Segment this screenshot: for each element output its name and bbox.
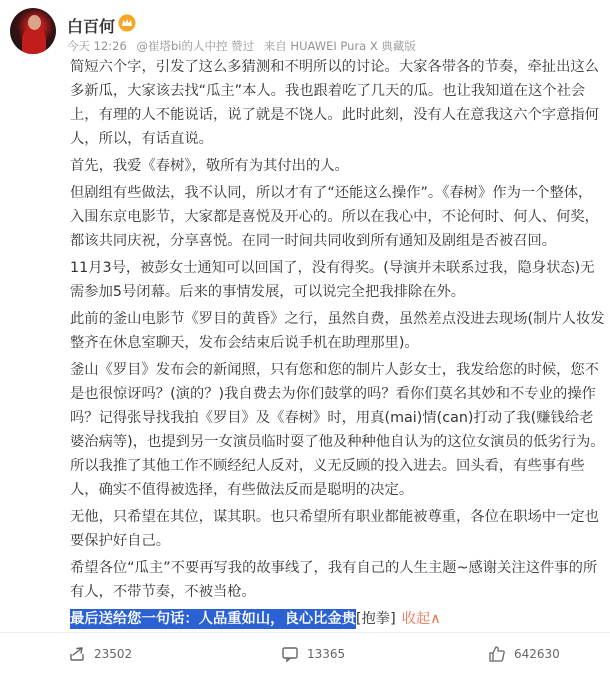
paragraph: 简短六个字，引发了这么多猜测和不明所以的讨论。大家各带各的节奏，牵扯出这么多新瓜，大家该去找“瓜主”本人。我也跟着吃了几天的瓜。也让我知道在这个社会上，有理的人不能说话，说了就是不饶人。此时此刻，没有人在意我这六个字意指何人，所以，有话直说。 [70,59,599,147]
highlighted-quote: 最后送给您一句话：人品重如山，良心比金贵 [70,611,356,627]
emoji-text: [抱拳] [355,611,396,627]
post-header [0,0,610,60]
comment-button[interactable] [281,643,345,665]
final-line [70,607,606,631]
username[interactable]: 白百何 [67,17,116,36]
comment-icon [281,645,299,663]
avatar[interactable] [10,8,56,54]
paragraph: 希望各位“瓜主”不要再写我的故事线了，我有自己的人生主题~感谢关注这件事的所有人，不带节奏，不被当枪。 [70,560,598,600]
like-icon [488,645,506,663]
paragraph: 无他，只希望在其位，谋其职。也只希望所有职业都能被尊重，各位在职场中一定也要保护好自己。 [70,509,599,549]
like-button[interactable] [488,643,560,665]
action-bar [0,632,610,673]
paragraph: 首先，我爱《春树》，敬所有为其付出的人。 [70,158,349,174]
paragraph: 但剧组有些做法，我不认同，所以才有了“还能这么操作”。《春树》作为一个整体，入围东京电影节，大家都是喜悦及开心的。所以在我心中，不论何时、何人、何奖，都该共同庆祝，分享喜悦。在同一时间共同收到所有通知及剧组是否被召回。 [70,185,599,249]
share-icon [68,645,86,663]
share-button[interactable] [68,643,132,665]
post-content [70,55,606,634]
paragraph: 釜山《罗目》发布会的新闻照，只有您和您的制片人彭女士，我发给您的时候，您不是也很惊讶吗？(演的？)我自费去为你们鼓掌的吗？看你们莫名其妙和不专业的操作吗？记得张导找我拍《罗目》及《春树》时，用真(mai)情(can)打动了我(赚钱给老婆治病等)，也提到另一女演员临时耍了他及种种他自认为的这位女演员的低劣行为。所以我推了其他工作不顾经纪人反对，义无反顾的投入进去。回头看，有些事有些人，确实不值得被选择，有些做法反而是聪明的决定。 [70,362,605,498]
post-source: 来自 HUAWEI Pura X 典藏版 [263,39,416,53]
comment-count: 13365 [307,647,346,661]
post-meta [67,38,422,54]
collapse-link[interactable]: 收起∧ [401,611,441,627]
post-time[interactable]: 今天 12:26 [67,39,127,53]
crown-icon [118,14,136,32]
avatar-dress [22,28,46,54]
paragraph: 此前的釜山电影节《罗目的黄昏》之行，虽然自费，虽然差点没进去现场(制片人妆发整齐在休息室聊天，发布会结束后说手机在助理那里)。 [70,311,605,351]
like-count: 642630 [514,647,560,661]
avatar-face [28,15,41,30]
share-count: 23502 [94,647,133,661]
liked-by[interactable]: @崔塔bi的人中控 赞过 [136,39,255,53]
paragraph: 11月3号，被彭女士通知可以回国了，没有得奖。(导演并未联系过我，隐身状态)无需参加5号闭幕。后来的事情发展，可以说完全把我排除在外。 [70,260,595,300]
